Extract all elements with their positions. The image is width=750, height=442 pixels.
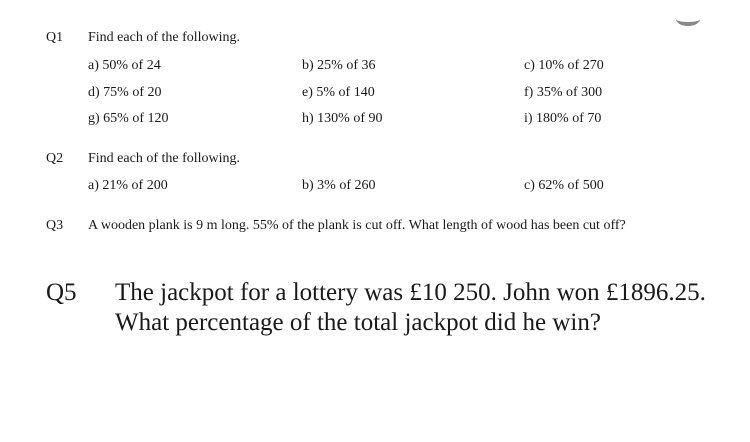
q1-part-h: h) 130% of 90: [302, 111, 383, 126]
q5-number: Q5: [46, 279, 77, 306]
q2-part-c: c) 62% of 500: [524, 178, 604, 193]
page-edge-mark: [676, 12, 700, 26]
q1-part-f: f) 35% of 300: [524, 85, 603, 100]
q5-line-2: What percentage of the total jackpot did he win?: [115, 309, 601, 336]
q3-number: Q3: [46, 218, 64, 233]
q3-text: A wooden plank is 9 m long. 55% of the plank is cut off. What length of wood has been cut off?: [88, 218, 626, 233]
q1-part-c: c) 10% of 270: [524, 58, 604, 73]
q1-part-a: a) 50% of 24: [88, 58, 161, 73]
q1-part-b: b) 25% of 36: [302, 58, 376, 73]
q1-text: Find each of the following.: [88, 30, 241, 45]
q5-line-1: The jackpot for a lottery was £10 250. John won £1896.25.: [115, 279, 706, 306]
q2-part-b: b) 3% of 260: [302, 178, 376, 193]
q1-number: Q1: [46, 30, 64, 45]
q1-part-d: d) 75% of 20: [88, 85, 162, 100]
q2-part-a: a) 21% of 200: [88, 178, 168, 193]
q1-part-i: i) 180% of 70: [524, 111, 602, 126]
q2-number: Q2: [46, 151, 64, 166]
q2-text: Find each of the following.: [88, 151, 241, 166]
q1-part-g: g) 65% of 120: [88, 111, 169, 126]
q1-part-e: e) 5% of 140: [302, 85, 375, 100]
